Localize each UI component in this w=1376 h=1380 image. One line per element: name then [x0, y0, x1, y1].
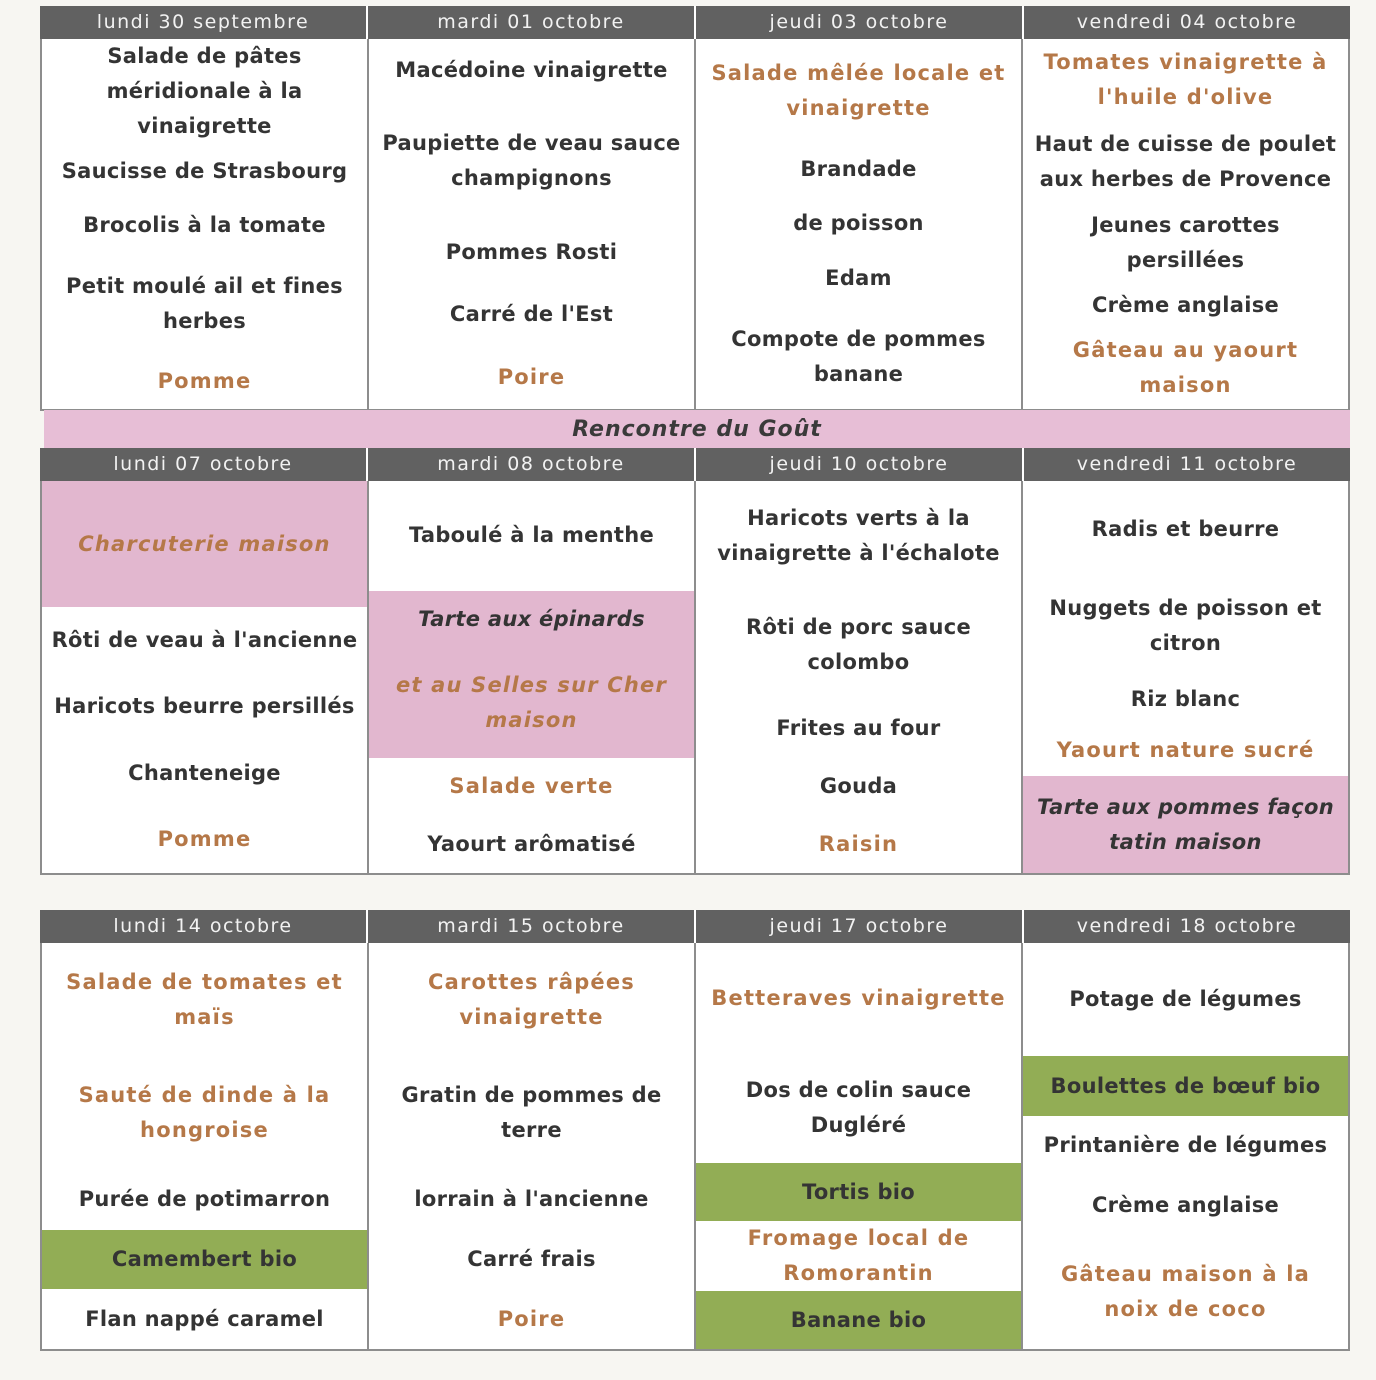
menu-item: Saucisse de Strasbourg [61, 158, 348, 183]
day-header: lundi 14 octobre [40, 910, 368, 943]
menu-item: Purée de potimarron [78, 1187, 331, 1212]
week-2-header [40, 448, 1350, 481]
day-menu [369, 481, 696, 873]
day-menu [42, 943, 369, 1349]
menu-item: Raisin [818, 831, 899, 856]
day-header: vendredi 11 octobre [1024, 448, 1350, 481]
menu-item: Pommes Rosti [445, 239, 618, 264]
day-menu [42, 481, 369, 873]
menu-item: Sauté de dinde à la hongroise [78, 1083, 331, 1143]
menu-item: Nuggets de poisson et citron [1049, 596, 1322, 656]
day-menu [696, 943, 1023, 1349]
menu-item: Poire [497, 365, 566, 390]
menu-item: Dos de colin sauce Dugléré [745, 1078, 972, 1138]
menu-item: Carré frais [467, 1246, 596, 1271]
menu-item: Boulettes de bœuf bio [1023, 1056, 1348, 1116]
day-menu [42, 39, 369, 409]
week-2-menus [40, 481, 1350, 875]
menu-item: Macédoine vinaigrette [395, 57, 668, 82]
menu-item: Gouda [819, 774, 898, 799]
menu-item: Charcuterie maison [42, 481, 367, 607]
menu-item: Edam [825, 265, 892, 290]
menu-item: Haut de cuisse de poulet aux herbes de Provence [1034, 131, 1337, 191]
day-header: mardi 15 octobre [368, 910, 696, 943]
day-header: jeudi 10 octobre [696, 448, 1024, 481]
menu-item: Riz blanc [1130, 687, 1241, 712]
menu-item: Tarte aux pommes façon tatin maison [1023, 776, 1348, 873]
day-menu [696, 39, 1023, 409]
menu-item: Banane bio [696, 1291, 1021, 1349]
menu-item: Carré de l'Est [449, 302, 614, 327]
day-menu [369, 943, 696, 1349]
menu-item: Printanière de légumes [1043, 1133, 1328, 1158]
day-header: jeudi 17 octobre [696, 910, 1024, 943]
day-header: vendredi 18 octobre [1024, 910, 1350, 943]
menu-item: Compote de pommes banane [731, 327, 986, 387]
menu-item: Yaourt nature sucré [1056, 738, 1315, 763]
menu-item: Salade de tomates et maïs [66, 969, 343, 1029]
menu-item: lorrain à l'ancienne [414, 1187, 649, 1212]
week-3-menus [40, 943, 1350, 1351]
day-header: lundi 07 octobre [40, 448, 368, 481]
week-1-menus [40, 39, 1350, 411]
day-header: vendredi 04 octobre [1024, 6, 1350, 39]
day-menu [1023, 39, 1348, 409]
day-header: mardi 01 octobre [368, 6, 696, 39]
menu-item: Brocolis à la tomate [83, 212, 326, 237]
day-header: lundi 30 septembre [40, 6, 368, 39]
menu-item: Salade verte [449, 774, 614, 799]
menu-item: Camembert bio [42, 1230, 367, 1290]
day-header: jeudi 03 octobre [696, 6, 1024, 39]
menu-item: Tortis bio [696, 1163, 1021, 1221]
menu-item: Petit moulé ail et fines herbes [66, 273, 343, 333]
menu-item: Crème anglaise [1091, 1193, 1280, 1218]
menu-item: Gâteau maison à la noix de coco [1060, 1262, 1310, 1322]
menu-item: Flan nappé caramel [85, 1306, 324, 1331]
menu-item: Carottes râpées vinaigrette [427, 969, 636, 1029]
menu-item: Chanteneige [128, 760, 281, 785]
menu-item: Haricots beurre persillés [54, 694, 355, 719]
week-1-header [40, 6, 1350, 39]
week-2 [40, 448, 1350, 875]
week-3 [40, 910, 1350, 1351]
menu-item: Crème anglaise [1091, 293, 1280, 318]
menu-item: Gâteau au yaourt maison [1072, 338, 1299, 398]
day-menu [369, 39, 696, 409]
menu-item: Fromage local de Romorantin [747, 1226, 970, 1286]
menu-item: Jeunes carottes persillées [1091, 213, 1280, 273]
menu-item: Tarte aux épinards [369, 591, 694, 649]
day-header: mardi 08 octobre [368, 448, 696, 481]
event-banner: Rencontre du Goût [44, 410, 1350, 450]
week-3-header [40, 910, 1350, 943]
menu-item: et au Selles sur Cher maison [369, 648, 694, 758]
day-menu [1023, 481, 1348, 873]
menu-item: Tomates vinaigrette à l'huile d'olive [1043, 49, 1328, 109]
week-1 [40, 6, 1350, 411]
menu-item: Radis et beurre [1091, 516, 1280, 541]
menu-item: Paupiette de veau sauce champignons [382, 131, 681, 191]
menu-item: Rôti de porc sauce colombo [745, 615, 972, 675]
menu-item: Pomme [157, 369, 252, 394]
menu-item: Salade de pâtes méridionale à la vinaigrette [106, 44, 303, 138]
menu-item: Salade mêlée locale et vinaigrette [711, 60, 1006, 120]
menu-item: Potage de légumes [1069, 987, 1302, 1012]
menu-item: Haricots verts à la vinaigrette à l'échalote [717, 505, 1000, 565]
day-menu [1023, 943, 1348, 1349]
menu-item: Yaourt arômatisé [427, 831, 636, 856]
day-menu [696, 481, 1023, 873]
menu-item: Betteraves vinaigrette [711, 985, 1006, 1010]
menu-item: de poisson [793, 211, 924, 236]
menu-item: Poire [497, 1306, 566, 1331]
menu-item: Rôti de veau à l'ancienne [51, 627, 358, 652]
menu-item: Gratin de pommes de terre [401, 1083, 662, 1143]
menu-item: Pomme [157, 827, 252, 852]
menu-item: Brandade [800, 157, 917, 182]
menu-item: Taboulé à la menthe [408, 523, 655, 548]
menu-item: Frites au four [776, 716, 941, 741]
